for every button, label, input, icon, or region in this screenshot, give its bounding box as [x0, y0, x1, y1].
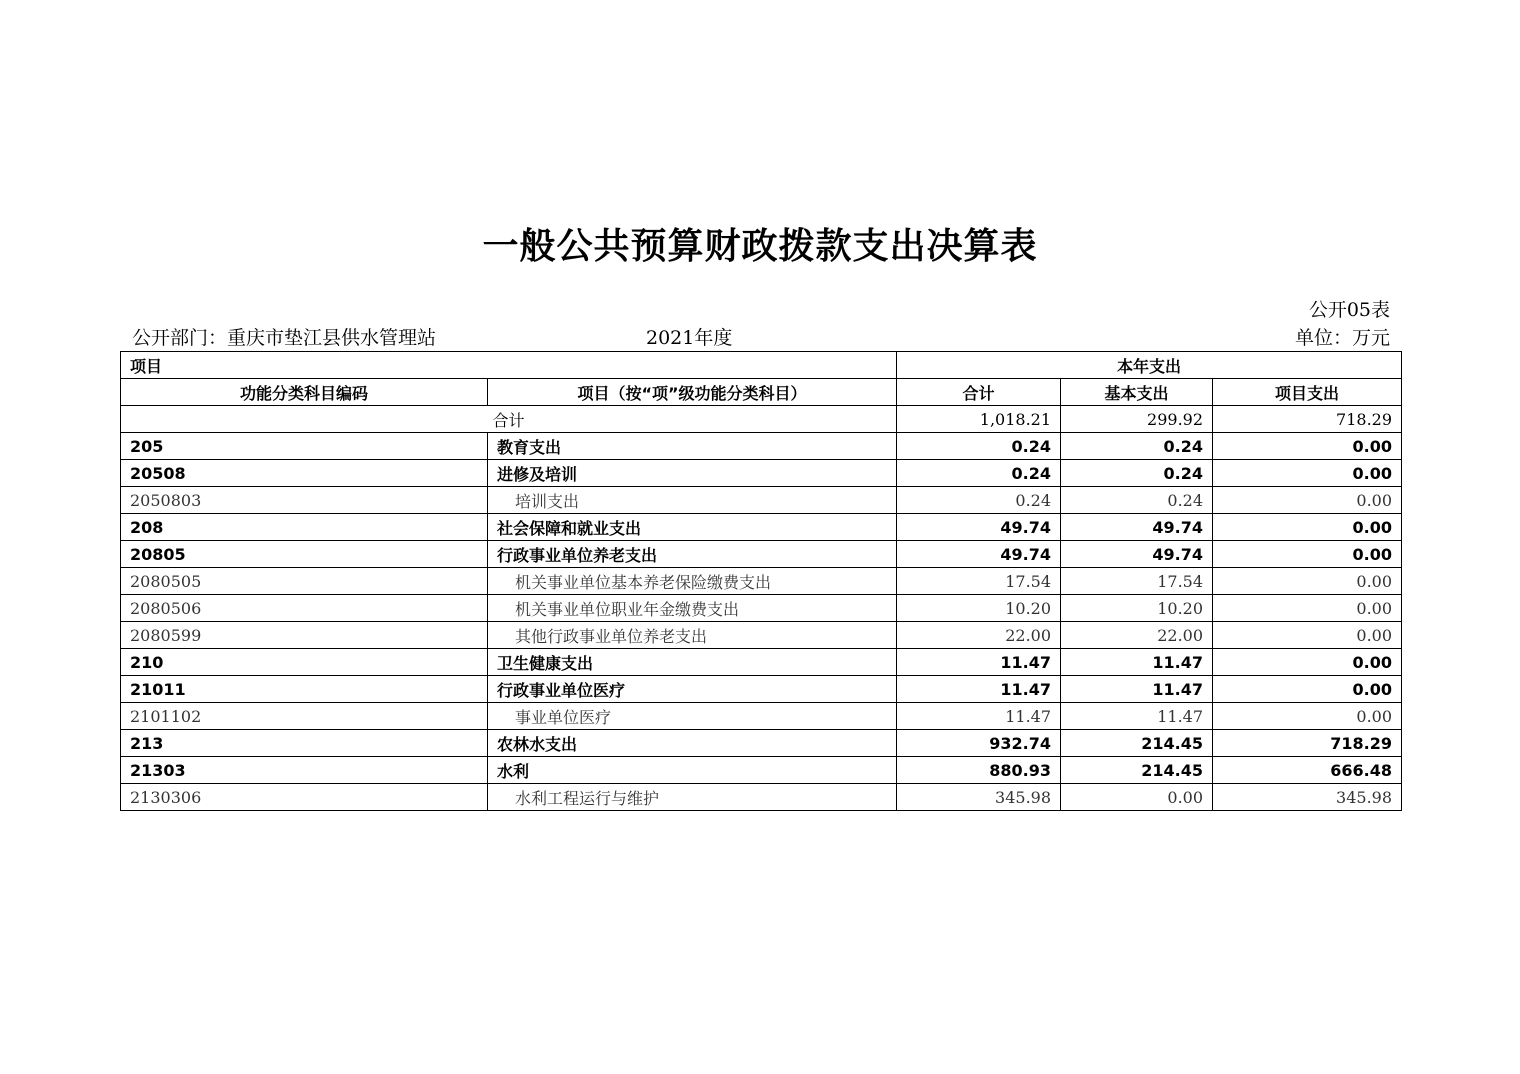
- cell-project: 718.29: [1213, 730, 1402, 757]
- cell-name: 培训支出: [488, 487, 897, 514]
- cell-total: 10.20: [897, 595, 1061, 622]
- header-code: 功能分类科目编码: [121, 379, 488, 406]
- cell-code: 21303: [121, 757, 488, 784]
- cell-total: 49.74: [897, 541, 1061, 568]
- cell-basic: 49.74: [1061, 541, 1213, 568]
- cell-code: 2101102: [121, 703, 488, 730]
- cell-name: 事业单位医疗: [488, 703, 897, 730]
- cell-code: 2130306: [121, 784, 488, 811]
- cell-name: 农林水支出: [488, 730, 897, 757]
- total-basic: 299.92: [1061, 406, 1213, 433]
- header-project: 项目: [121, 352, 897, 379]
- table-row: [121, 568, 1402, 595]
- cell-project: 0.00: [1213, 433, 1402, 460]
- table-row: [121, 622, 1402, 649]
- table-row: [121, 460, 1402, 487]
- cell-total: 11.47: [897, 703, 1061, 730]
- cell-name: 其他行政事业单位养老支出: [488, 622, 897, 649]
- header-basic: 基本支出: [1061, 379, 1213, 406]
- cell-name: 进修及培训: [488, 460, 897, 487]
- cell-total: 0.24: [897, 460, 1061, 487]
- header-name: 项目（按“项”级功能分类科目）: [488, 379, 897, 406]
- cell-code: 2080505: [121, 568, 488, 595]
- cell-code: 2080506: [121, 595, 488, 622]
- table-row: [121, 649, 1402, 676]
- cell-project: 0.00: [1213, 568, 1402, 595]
- cell-project: 0.00: [1213, 595, 1402, 622]
- table-row: [121, 703, 1402, 730]
- header-row-columns: [121, 379, 1402, 406]
- cell-code: 20508: [121, 460, 488, 487]
- cell-name: 水利工程运行与维护: [488, 784, 897, 811]
- cell-name: 机关事业单位基本养老保险缴费支出: [488, 568, 897, 595]
- cell-name: 教育支出: [488, 433, 897, 460]
- cell-total: 11.47: [897, 676, 1061, 703]
- cell-code: 21011: [121, 676, 488, 703]
- cell-total: 880.93: [897, 757, 1061, 784]
- page-title: 一般公共预算财政拨款支出决算表: [482, 226, 1038, 267]
- cell-basic: 49.74: [1061, 514, 1213, 541]
- cell-basic: 0.24: [1061, 433, 1213, 460]
- cell-name: 社会保障和就业支出: [488, 514, 897, 541]
- table-row: [121, 541, 1402, 568]
- cell-total: 0.24: [897, 487, 1061, 514]
- table-row: [121, 676, 1402, 703]
- table-row: [121, 514, 1402, 541]
- cell-basic: 214.45: [1061, 730, 1213, 757]
- unit-label: 单位：万元: [1294, 327, 1390, 349]
- cell-name: 水利: [488, 757, 897, 784]
- header-row-top: [121, 352, 1402, 379]
- cell-code: 210: [121, 649, 488, 676]
- cell-code: 2080599: [121, 622, 488, 649]
- header-project-expense: 项目支出: [1213, 379, 1402, 406]
- cell-code: 205: [121, 433, 488, 460]
- cell-project: 345.98: [1213, 784, 1402, 811]
- total-row: [121, 406, 1402, 433]
- expenditure-table: [120, 351, 1402, 811]
- header-current-year: 本年支出: [897, 352, 1402, 379]
- cell-project: 0.00: [1213, 460, 1402, 487]
- department-label: 公开部门：重庆市垫江县供水管理站: [132, 327, 437, 349]
- cell-total: 11.47: [897, 649, 1061, 676]
- table-row: [121, 595, 1402, 622]
- cell-basic: 17.54: [1061, 568, 1213, 595]
- cell-basic: 10.20: [1061, 595, 1213, 622]
- total-total: 1,018.21: [897, 406, 1061, 433]
- cell-code: 20805: [121, 541, 488, 568]
- cell-basic: 0.24: [1061, 460, 1213, 487]
- cell-total: 345.98: [897, 784, 1061, 811]
- cell-name: 行政事业单位养老支出: [488, 541, 897, 568]
- cell-project: 0.00: [1213, 649, 1402, 676]
- table-row: [121, 757, 1402, 784]
- cell-code: 213: [121, 730, 488, 757]
- cell-basic: 11.47: [1061, 676, 1213, 703]
- cell-total: 17.54: [897, 568, 1061, 595]
- cell-project: 0.00: [1213, 703, 1402, 730]
- cell-total: 932.74: [897, 730, 1061, 757]
- cell-name: 卫生健康支出: [488, 649, 897, 676]
- table-row: [121, 487, 1402, 514]
- cell-total: 22.00: [897, 622, 1061, 649]
- cell-project: 0.00: [1213, 514, 1402, 541]
- form-number: 公开05表: [1308, 299, 1390, 321]
- total-label: 合计: [121, 406, 897, 433]
- cell-project: 0.00: [1213, 541, 1402, 568]
- table-row: [121, 784, 1402, 811]
- cell-project: 0.00: [1213, 676, 1402, 703]
- cell-basic: 11.47: [1061, 703, 1213, 730]
- cell-basic: 22.00: [1061, 622, 1213, 649]
- cell-project: 0.00: [1213, 487, 1402, 514]
- cell-code: 208: [121, 514, 488, 541]
- cell-basic: 214.45: [1061, 757, 1213, 784]
- cell-basic: 0.24: [1061, 487, 1213, 514]
- fiscal-year: 2021年度: [646, 327, 733, 349]
- table-row: [121, 730, 1402, 757]
- cell-code: 2050803: [121, 487, 488, 514]
- cell-total: 0.24: [897, 433, 1061, 460]
- cell-basic: 11.47: [1061, 649, 1213, 676]
- cell-name: 机关事业单位职业年金缴费支出: [488, 595, 897, 622]
- table-row: [121, 433, 1402, 460]
- cell-name: 行政事业单位医疗: [488, 676, 897, 703]
- cell-project: 666.48: [1213, 757, 1402, 784]
- cell-project: 0.00: [1213, 622, 1402, 649]
- cell-total: 49.74: [897, 514, 1061, 541]
- cell-basic: 0.00: [1061, 784, 1213, 811]
- header-total: 合计: [897, 379, 1061, 406]
- total-project: 718.29: [1213, 406, 1402, 433]
